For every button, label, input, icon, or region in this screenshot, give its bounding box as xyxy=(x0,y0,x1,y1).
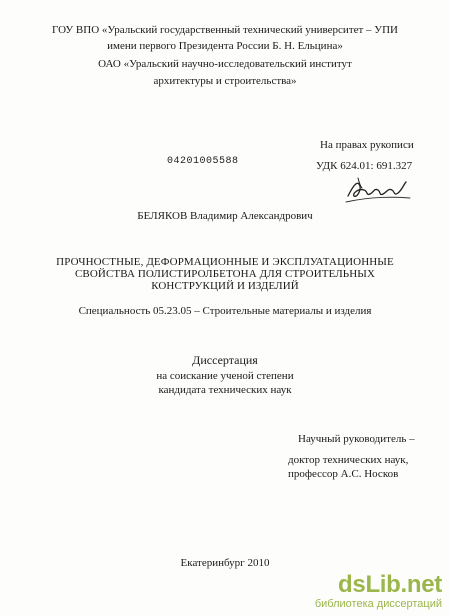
specialty: Специальность 05.23.05 – Строительные материалы и изделия xyxy=(78,305,372,317)
supervisor-degree: доктор технических наук, xyxy=(288,454,409,466)
thesis-title-line-2: СВОЙСТВА ПОЛИСТИРОЛБЕТОНА ДЛЯ СТРОИТЕЛЬНЫХ xyxy=(75,268,375,280)
manuscript-rights: На правах рукописи xyxy=(320,139,414,151)
thesis-title-line-3: КОНСТРУКЦИЙ И ИЗДЕЛИЙ xyxy=(151,280,299,292)
thesis-title-line-1: ПРОЧНОСТНЫЕ, ДЕФОРМАЦИОННЫЕ И ЭКСПЛУАТАЦИОННЫЕ xyxy=(56,256,394,268)
city-year: Екатеринбург 2010 xyxy=(180,557,270,569)
header-line-1: ГОУ ВПО «Уральский государственный технический университет – УПИ xyxy=(51,24,398,36)
header-line-3: ОАО «Уральский научно-исследовательский институт xyxy=(98,58,352,70)
barcode-number: 04201005588 xyxy=(167,156,239,167)
udc-code: УДК 624.01: 691.327 xyxy=(316,160,413,172)
degree-line-1: на соискание ученой степени xyxy=(156,370,294,382)
header-line-4: архитектуры и строительства» xyxy=(153,75,297,87)
supervisor-label: Научный руководитель – xyxy=(298,433,415,445)
signature-icon xyxy=(344,172,414,206)
supervisor-name: профессор А.С. Носков xyxy=(288,468,399,480)
dissertation-heading: Диссертация xyxy=(192,353,258,367)
watermark-logo: dsLib.net xyxy=(338,571,442,598)
author-name: БЕЛЯКОВ Владимир Александрович xyxy=(137,210,313,222)
header-line-2: имени первого Президента России Б. Н. Ельцина» xyxy=(107,40,343,52)
degree-line-2: кандидата технических наук xyxy=(158,384,292,396)
watermark xyxy=(315,572,442,610)
watermark-subtitle: библиотека диссертаций xyxy=(314,598,442,610)
